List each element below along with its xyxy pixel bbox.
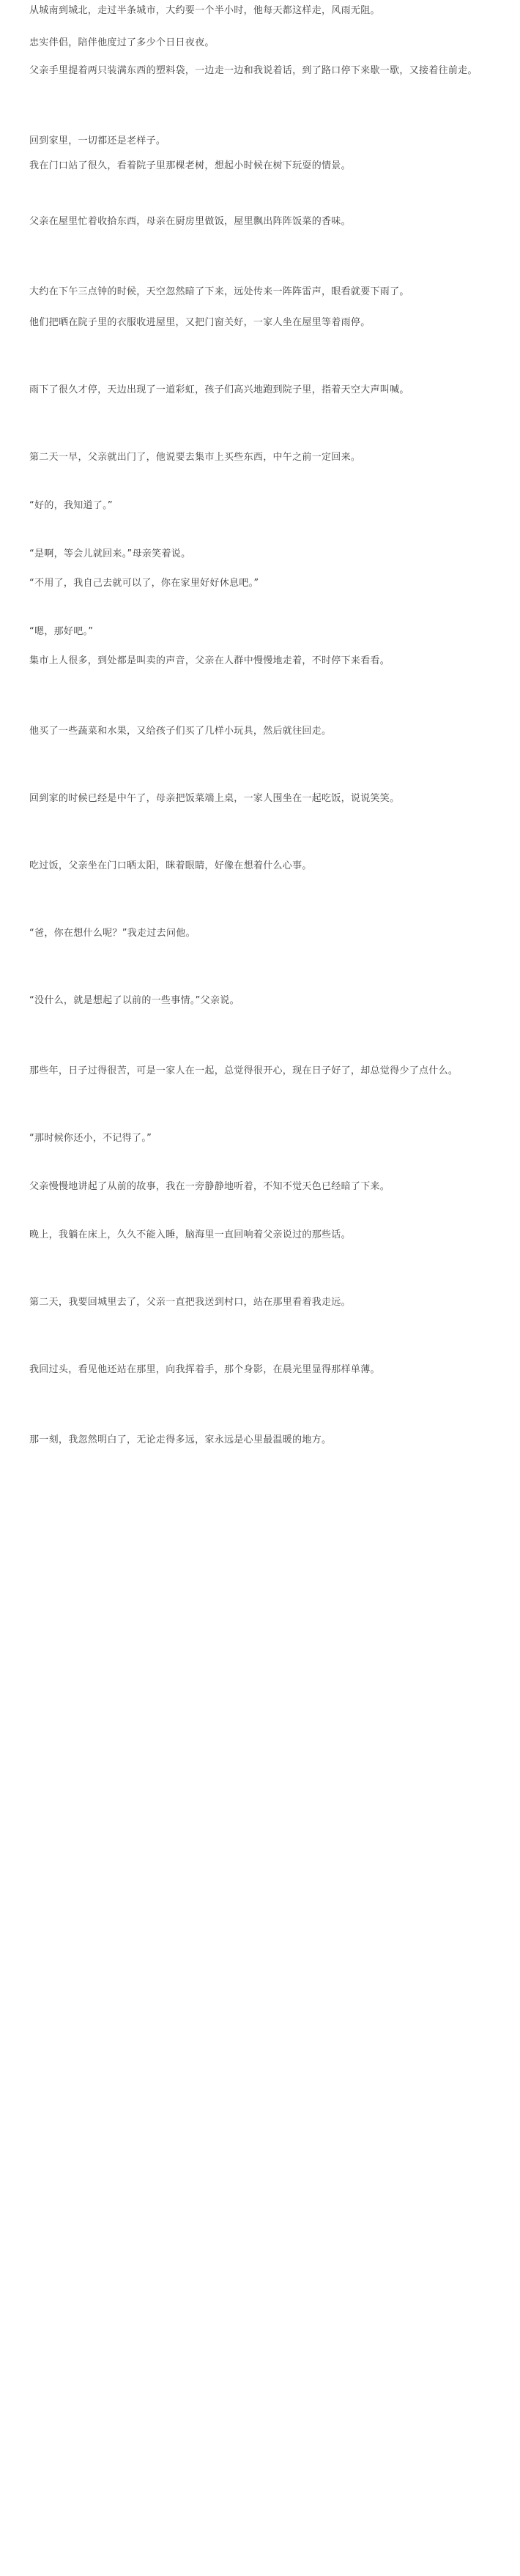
paragraph: “是啊，等会儿就回来。”母亲笑着说。 xyxy=(29,548,191,559)
paragraph: 第二天，我要回城里去了，父亲一直把我送到村口，站在那里看着我走远。 xyxy=(29,1297,351,1308)
paragraph: 忠实伴侣，陪伴他度过了多少个日日夜夜。 xyxy=(29,37,215,48)
paragraph: 回到家里，一切都还是老样子。 xyxy=(29,135,166,146)
paragraph: 第二天一早，父亲就出门了，他说要去集市上买些东西，中午之前一定回来。 xyxy=(29,452,361,463)
paragraph: “不用了，我自己去就可以了，你在家里好好休息吧。” xyxy=(29,578,259,589)
paragraph: 那些年，日子过得很苦，可是一家人在一起，总觉得很开心，现在日子好了，却总觉得少了点什么。 xyxy=(29,1065,458,1076)
paragraph: 那一刻，我忽然明白了，无论走得多远，家永远是心里最温暖的地方。 xyxy=(29,1434,332,1445)
paragraph: “爸，你在想什么呢？”我走过去问他。 xyxy=(29,928,196,939)
paragraph: 父亲慢慢地讲起了从前的故事，我在一旁静静地听着，不知不觉天色已经暗了下来。 xyxy=(29,1181,390,1192)
paragraph: 从城南到城北，走过半条城市，大约要一个半小时，他每天都这样走，风雨无阻。 xyxy=(29,5,380,16)
paragraph: 吃过饭，父亲坐在门口晒太阳，眯着眼睛，好像在想着什么心事。 xyxy=(29,860,312,871)
paragraph: 我回过头，看见他还站在那里，向我挥着手，那个身影，在晨光里显得那样单薄。 xyxy=(29,1364,380,1375)
paragraph: 大约在下午三点钟的时候，天空忽然暗了下来，远处传来一阵阵雷声，眼看就要下雨了。 xyxy=(29,286,409,297)
paragraph: 回到家的时候已经是中午了，母亲把饭菜端上桌，一家人围坐在一起吃饭，说说笑笑。 xyxy=(29,793,400,804)
paragraph: 他买了一些蔬菜和水果，又给孩子们买了几样小玩具，然后就往回走。 xyxy=(29,726,332,737)
paragraph: “嗯，那好吧。” xyxy=(29,626,94,637)
paragraph: “那时候你还小，不记得了。” xyxy=(29,1133,152,1144)
paragraph: “没什么，就是想起了以前的一些事情。”父亲说。 xyxy=(29,995,239,1006)
paragraph: “好的，我知道了。” xyxy=(29,500,113,511)
paragraph: 晚上，我躺在床上，久久不能入睡，脑海里一直回响着父亲说过的那些话。 xyxy=(29,1229,351,1240)
paragraph: 他们把晒在院子里的衣服收进屋里，又把门窗关好，一家人坐在屋里等着雨停。 xyxy=(29,317,371,328)
paragraph: 父亲手里提着两只装满东西的塑料袋，一边走一边和我说着话，到了路口停下来歇一歇，又接着往前走。 xyxy=(29,65,478,76)
paragraph: 雨下了很久才停，天边出现了一道彩虹，孩子们高兴地跑到院子里，指着天空大声叫喊。 xyxy=(29,384,409,395)
paragraph: 我在门口站了很久，看着院子里那棵老树，想起小时候在树下玩耍的情景。 xyxy=(29,160,351,171)
paragraph: 集市上人很多，到处都是叫卖的声音，父亲在人群中慢慢地走着，不时停下来看看。 xyxy=(29,655,390,666)
paragraph: 父亲在屋里忙着收拾东西，母亲在厨房里做饭，屋里飘出阵阵饭菜的香味。 xyxy=(29,216,351,227)
